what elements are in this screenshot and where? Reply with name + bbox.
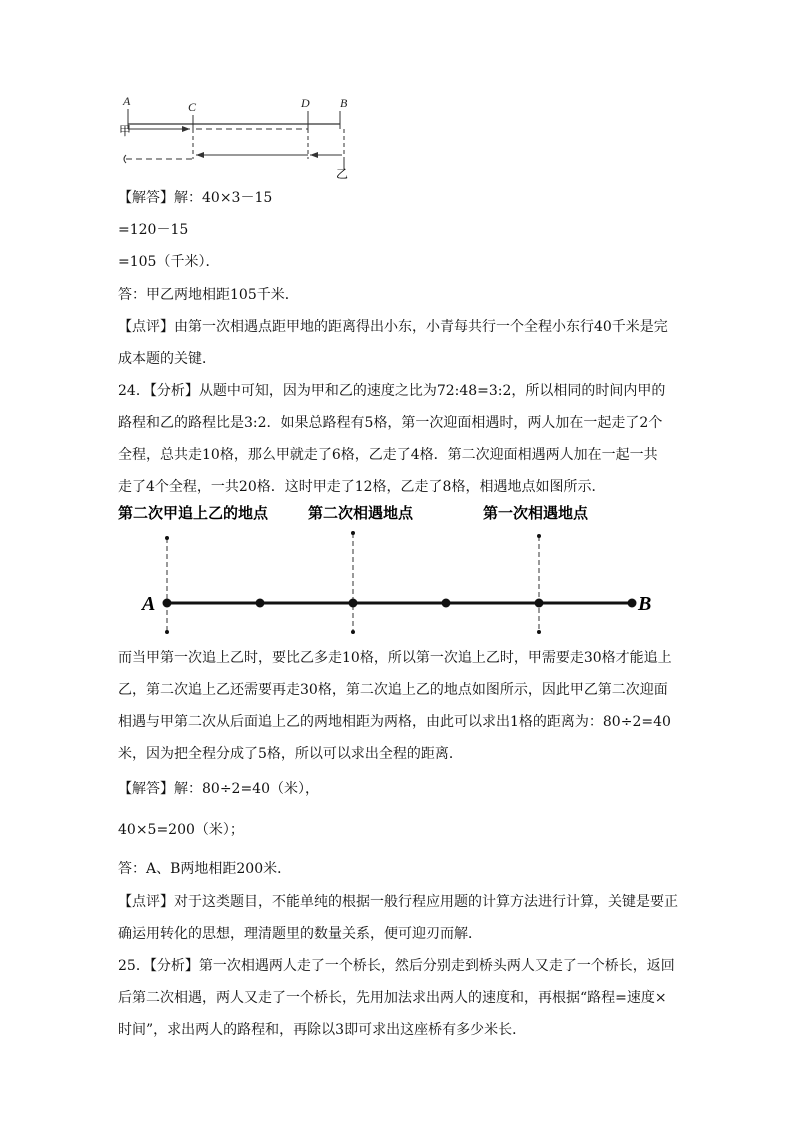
figure-meeting-diagram — [118, 500, 678, 654]
answer-line-3: =105（千米）． — [118, 254, 220, 270]
label-C: C — [188, 100, 197, 114]
q24-answer-summary: 答：A、B两地相距200米． — [118, 861, 292, 877]
q24-comment-line-2: 确运用转化的思想，理清题里的数量关系，便可迎刃而解． — [118, 926, 482, 942]
point-3 — [442, 599, 451, 608]
marker-bottom-1 — [165, 630, 169, 634]
q24-reason-line-3: 相遇与甲第二次从后面追上乙的两地相距为两格，由此可以求出1格的距离为：80÷2=40 — [118, 714, 671, 730]
marker-bottom-3 — [537, 630, 541, 634]
path-diagram-svg — [118, 95, 358, 187]
q24-reason-line-1: 而当甲第一次追上乙时，要比乙多走10格，所以第一次追上乙时，甲需要走30格才能追上 — [118, 650, 672, 666]
point-1 — [256, 599, 265, 608]
figure-path-diagram — [118, 95, 358, 191]
label-B-big: B — [638, 593, 652, 615]
comment-line-2: 成本题的关键． — [118, 351, 216, 367]
point-4 — [535, 599, 544, 608]
q24-reason-line-2: 乙，第二次追上乙还需要再走30格，第二次追上乙的地点如图所示，因此甲乙第二次迎面 — [118, 682, 668, 698]
q24-analysis-line-3: 全程，总共走10格，那么甲就走了6格，乙走了4格．第二次迎面相遇两人加在一起一共 — [118, 447, 658, 463]
label-second-meet: 第二次相遇地点 — [308, 504, 414, 522]
marker-top-2 — [351, 531, 355, 535]
q25-analysis-line-3: 时间”，求出两人的路程和，再除以3即可求出这座桥有多少米长． — [118, 1022, 527, 1038]
q24-reason-line-4: 米，因为把全程分成了5格，所以可以求出全程的距离． — [118, 746, 463, 762]
point-A — [163, 599, 172, 608]
answer-summary: 答：甲乙两地相距105千米． — [118, 287, 299, 303]
q25-analysis-line-1: 25．【分析】第一次相遇两人走了一个桥长，然后分别走到桥头两人又走了一个桥长，返回 — [118, 958, 675, 974]
label-jia: 甲 — [119, 124, 132, 138]
label-D: D — [301, 96, 310, 110]
marker-top-3 — [537, 534, 541, 538]
arrow-head-1 — [182, 126, 190, 132]
answer-line-1: 【解答】解：40×3－15 — [118, 190, 273, 206]
label-second-catch: 第二次甲追上乙的地点 — [118, 504, 269, 522]
marker-top-1 — [165, 536, 169, 540]
q24-analysis-line-4: 走了4个全程，一共20格．这时甲走了12格，乙走了8格，相遇地点如图所示． — [118, 479, 606, 495]
label-yi: 乙 — [336, 167, 349, 181]
q25-analysis-line-2: 后第二次相遇，两人又走了一个桥长，先用加法求出两人的速度和，再根据“路程=速度× — [118, 990, 667, 1006]
q24-analysis-line-1: 24．【分析】从题中可知，因为甲和乙的速度之比为72:48=3:2，所以相同的时间内甲的 — [118, 383, 666, 399]
q24-answer-line-2: 40×5=200（米）； — [118, 822, 244, 838]
label-B: B — [340, 96, 348, 110]
q24-comment-line-1: 【点评】对于这类题目，不能单纯的根据一般行程应用题的计算方法进行计算，关键是要正 — [118, 894, 678, 910]
arrow-head-2 — [196, 152, 204, 158]
answer-line-2: =120－15 — [118, 222, 189, 238]
point-B — [628, 599, 637, 608]
left-turn-mark — [124, 155, 126, 163]
point-2 — [349, 599, 358, 608]
label-first-meet: 第一次相遇地点 — [483, 504, 589, 522]
label-A-big: A — [142, 593, 156, 615]
meeting-diagram-svg — [118, 500, 678, 650]
q24-analysis-line-2: 路程和乙的路程比是3:2．如果总路程有5格，第一次迎面相遇时，两人加在一起走了2个 — [118, 415, 663, 431]
comment-line-1: 【点评】由第一次相遇点距甲地的距离得出小东，小青每共行一个全程小东行40千米是完 — [118, 319, 668, 335]
marker-bottom-2 — [351, 630, 355, 634]
arrow-head-3 — [310, 152, 318, 158]
q24-answer-line-1: 【解答】解：80÷2=40（米）， — [118, 781, 319, 797]
label-A: A — [123, 95, 131, 108]
